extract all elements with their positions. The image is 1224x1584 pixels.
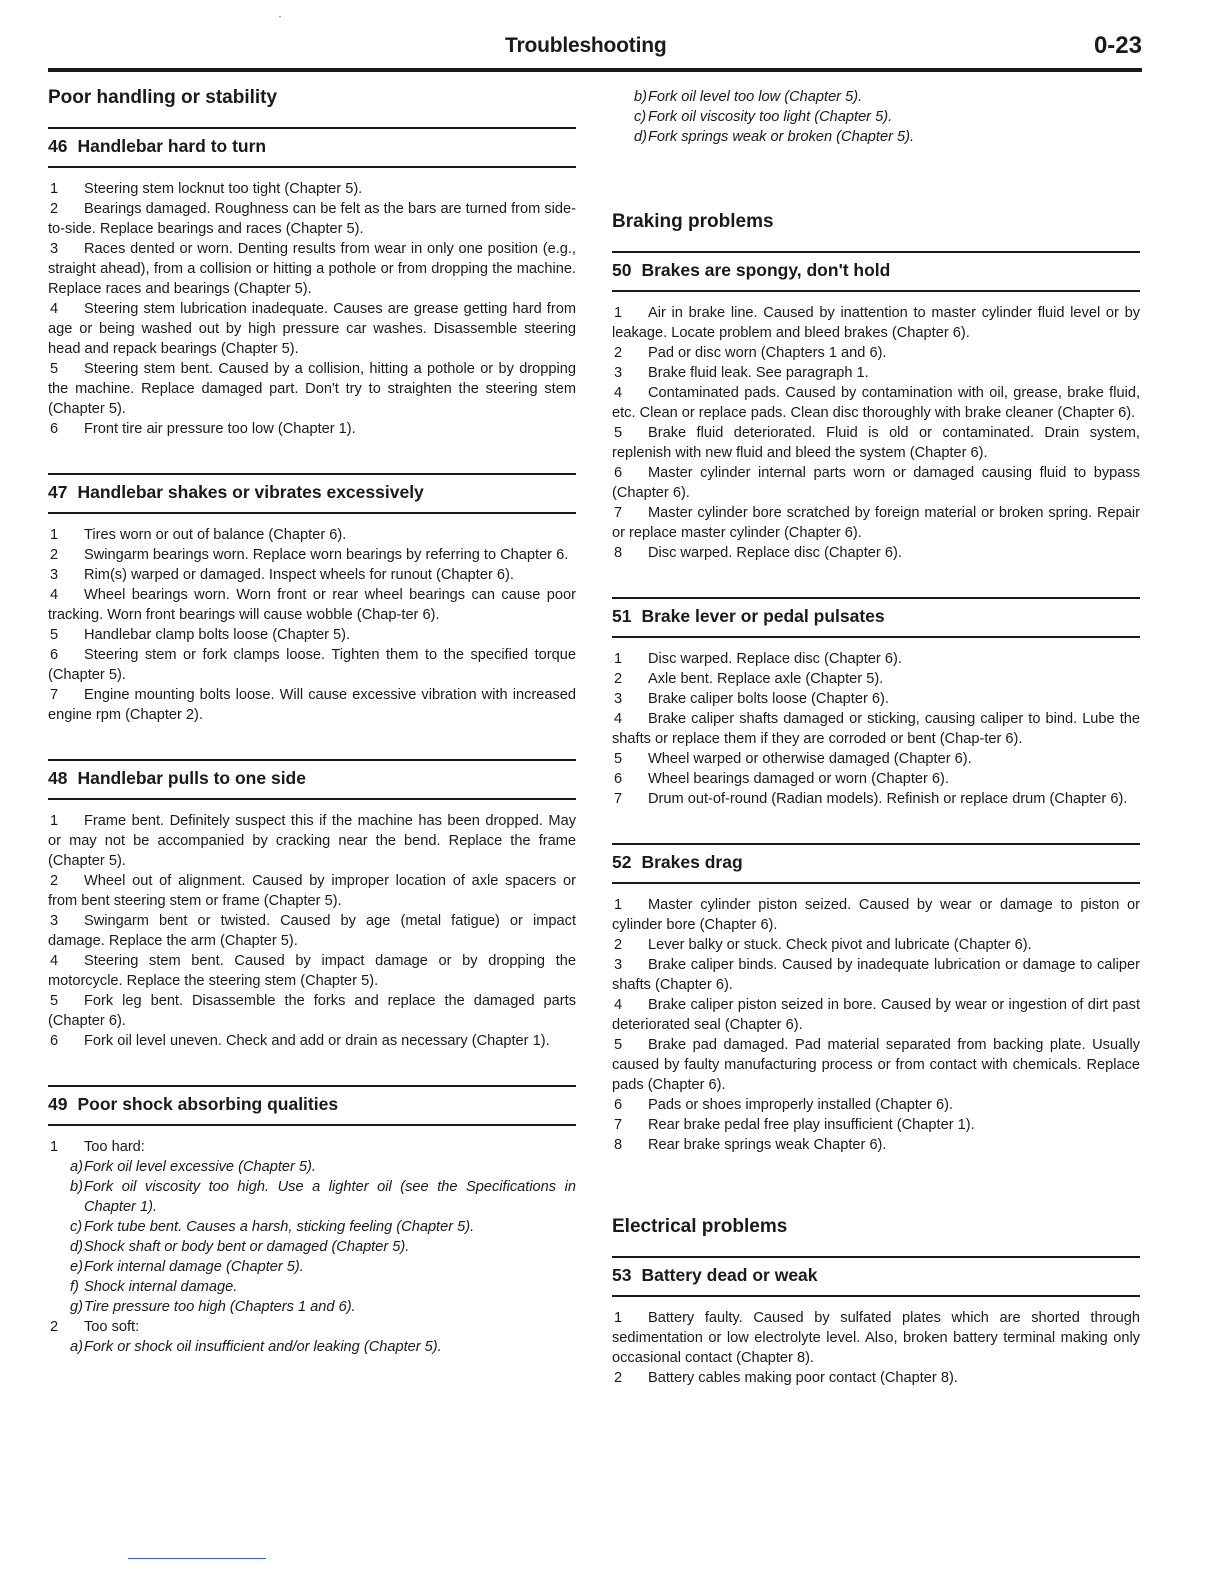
topic-number: 53 [612,1265,632,1285]
item-number: 3 [614,691,623,707]
list-item [48,239,576,299]
sub-item-letter: b) [70,1179,83,1195]
sub-item-text: Fork oil level too low (Chapter 5). [648,89,863,105]
list-item [48,625,576,645]
scan-link-underline [128,1558,266,1559]
item-number: 6 [614,465,623,481]
sub-item-text: Fork oil viscosity too light (Chapter 5). [648,109,893,125]
item-text: Brake caliper shafts damaged or sticking, causing caliper to bind. Lube the shafts or replace them if they are corroded or bent (Chap-ter 6). [612,711,1140,747]
list-item [48,419,576,439]
list-item [48,545,576,565]
item-text: Steering stem lubrication inadequate. Causes are grease getting hard from age or being washed out by high pressure car washes. Disassemble steering head and repack bearings (Chapter 5). [48,301,576,357]
list-item [612,303,1140,343]
topic-number: 46 [48,136,68,156]
item-number: 2 [614,345,623,361]
list-item [48,299,576,359]
item-text: Battery cables making poor contact (Chapter 8). [648,1370,958,1386]
list-item [48,585,576,625]
section-title-braking: Braking problems [612,211,774,232]
topic-51-heading [612,597,1140,638]
item-text: Battery faulty. Caused by sulfated plates which are shorted through sedimentation or low electrolyte level. Also, broken battery terminal making only occasional contact (Chapter 8). [612,1310,1140,1366]
item-number: 3 [614,957,623,973]
topic-title: Battery dead or weak [641,1265,818,1285]
item-text: Races dented or worn. Denting results from wear in only one position (e.g., straight ahead), from a collision or hitting a pothole or from dropping the machine. Replace races and bearings (Chapter 5). [48,241,576,297]
item-text: Disc warped. Replace disc (Chapter 6). [648,545,902,561]
list-item [612,1095,1140,1115]
item-number: 6 [50,421,59,437]
list-item [612,955,1140,995]
item-text: Fork oil level uneven. Check and add or drain as necessary (Chapter 1). [84,1033,550,1049]
item-text: Swingarm bearings worn. Replace worn bearings by referring to Chapter 6. [84,547,569,563]
item-number: 4 [614,711,623,727]
sub-item [48,1257,576,1277]
topic-47-list [48,525,576,725]
item-text: Air in brake line. Caused by inattention to master cylinder fluid level or by leakage. Locate problem and bleed brakes (Chapter 6). [612,305,1140,341]
left-column [48,86,576,1357]
item-text: Brake caliper piston seized in bore. Caused by wear or ingestion of dirt past deteriorated seal (Chapter 6). [612,997,1140,1033]
item-text: Brake caliper binds. Caused by inadequate lubrication or damage to caliper shafts (Chapter 6). [612,957,1140,993]
topic-number: 48 [48,768,68,788]
list-item [48,811,576,871]
list-item [48,1137,576,1157]
item-number: 1 [614,651,623,667]
item-text: Too hard: [84,1139,145,1155]
list-item [612,543,1140,563]
sub-item-text: Fork springs weak or broken (Chapter 5). [648,129,915,145]
topic-title: Handlebar pulls to one side [77,768,306,788]
list-item [48,1031,576,1051]
sub-item [612,87,1140,107]
topic-number: 51 [612,606,632,626]
sub-item-letter: d) [634,129,647,145]
sub-item [48,1337,576,1357]
list-item [612,689,1140,709]
item-number: 2 [50,547,59,563]
header-rule [48,68,1142,72]
item-number: 8 [614,1137,623,1153]
item-text: Axle bent. Replace axle (Chapter 5). [648,671,884,687]
topic-48-heading [48,759,576,800]
item-number: 6 [614,1097,623,1113]
sub-item [612,107,1140,127]
topic-53-heading [612,1256,1140,1297]
sub-item-letter: c) [70,1219,83,1235]
item-number: 3 [50,913,59,929]
item-text: Master cylinder internal parts worn or damaged causing fluid to bypass (Chapter 6). [612,465,1140,501]
item-text: Rim(s) warped or damaged. Inspect wheels for runout (Chapter 6). [84,567,514,583]
list-item [48,359,576,419]
topic-title: Handlebar hard to turn [77,136,267,156]
item-text: Bearings damaged. Roughness can be felt as the bars are turned from side-to-side. Replace bearings and races (Chapter 5). [48,201,576,237]
item-number: 3 [50,241,59,257]
item-number: 1 [614,897,623,913]
sub-item-text: Tire pressure too high (Chapters 1 and 6). [84,1299,356,1315]
sub-item [48,1177,576,1217]
topic-title: Handlebar shakes or vibrates excessively [77,482,424,502]
topic-49-list [48,1137,576,1357]
list-item [48,565,576,585]
item-number: 6 [50,647,59,663]
list-item [612,649,1140,669]
item-number: 4 [614,385,623,401]
list-item [48,525,576,545]
item-number: 5 [50,627,59,643]
topic-46-heading [48,127,576,168]
topic-48-list [48,811,576,1051]
list-item [612,669,1140,689]
item-number: 1 [614,305,623,321]
sub-item [48,1157,576,1177]
list-item [612,709,1140,749]
list-item [612,343,1140,363]
list-item [612,1368,1140,1388]
list-item [612,749,1140,769]
list-item [48,1317,576,1337]
item-text: Contaminated pads. Caused by contamination with oil, grease, brake fluid, etc. Clean or replace pads. Clean disc thoroughly with brake cleaner (Chapter 6). [612,385,1140,421]
list-item [612,1035,1140,1095]
sub-item-letter: c) [634,109,647,125]
list-item [612,363,1140,383]
list-item [48,199,576,239]
topic-50-heading [612,251,1140,292]
item-number: 4 [50,587,59,603]
item-number: 7 [50,687,59,703]
item-text: Wheel out of alignment. Caused by improper location of axle spacers or from bent steering stem or frame (Chapter 5). [48,873,576,909]
sub-item-text: Fork or shock oil insufficient and/or leaking (Chapter 5). [84,1339,442,1355]
item-number: 4 [50,301,59,317]
section-title-electrical: Electrical problems [612,1216,788,1237]
topic-50-list [612,303,1140,563]
sub-item-letter: e) [70,1259,83,1275]
sub-item-text: Fork internal damage (Chapter 5). [84,1259,304,1275]
item-number: 6 [614,771,623,787]
item-number: 1 [50,181,59,197]
item-text: Master cylinder piston seized. Caused by wear or damage to piston or cylinder bore (Chapter 6). [612,897,1140,933]
item-number: 7 [614,791,623,807]
sub-item-text: Fork oil viscosity too high. Use a lighter oil (see the Specifications in Chapter 1). [84,1179,576,1215]
item-number: 2 [614,1370,623,1386]
sub-item [48,1277,576,1297]
item-text: Steering stem or fork clamps loose. Tighten them to the specified torque (Chapter 5). [48,647,576,683]
item-text: Engine mounting bolts loose. Will cause excessive vibration with increased engine rpm (Chapter 2). [48,687,576,723]
list-item [612,463,1140,503]
topic-number: 49 [48,1094,68,1114]
topic-title: Brake lever or pedal pulsates [641,606,885,626]
item-text: Brake caliper bolts loose (Chapter 6). [648,691,889,707]
list-item [612,935,1140,955]
topic-47-heading [48,473,576,514]
item-text: Disc warped. Replace disc (Chapter 6). [648,651,902,667]
item-number: 5 [50,361,59,377]
list-item [48,179,576,199]
page-number: 0-23 [1093,32,1142,59]
list-item [612,769,1140,789]
item-text: Too soft: [84,1319,140,1335]
topic-number: 50 [612,260,632,280]
item-number: 5 [614,425,623,441]
sub-item-text: Fork oil level excessive (Chapter 5). [84,1159,316,1175]
item-number: 5 [614,751,623,767]
sub-item-letter: a) [70,1339,83,1355]
sub-item [48,1297,576,1317]
item-text: Fork leg bent. Disassemble the forks and replace the damaged parts (Chapter 6). [48,993,576,1029]
list-item [612,1135,1140,1155]
item-text: Steering stem locknut too tight (Chapter 5). [84,181,363,197]
sub-item-letter: a) [70,1159,83,1175]
topic-49-continued-list [612,87,1140,147]
item-number: 4 [614,997,623,1013]
item-number: 2 [50,873,59,889]
item-number: 1 [50,527,59,543]
list-item [48,951,576,991]
sub-item [48,1217,576,1237]
list-item [48,871,576,911]
sub-item-text: Shock internal damage. [84,1279,238,1295]
item-text: Steering stem bent. Caused by impact damage or by dropping the motorcycle. Replace the steering stem (Chapter 5). [48,953,576,989]
item-number: 1 [50,813,59,829]
item-number: 7 [614,505,623,521]
list-item [48,685,576,725]
item-text: Master cylinder bore scratched by foreign material or broken spring. Repair or replace master cylinder (Chapter 6). [612,505,1140,541]
sub-item-text: Fork tube bent. Causes a harsh, sticking feeling (Chapter 5). [84,1219,475,1235]
item-text: Frame bent. Definitely suspect this if the machine has been dropped. May or may not be accompanied by cracking near the bend. Replace the frame (Chapter 5). [48,813,576,869]
item-number: 3 [50,567,59,583]
topic-53-list [612,1308,1140,1388]
item-number: 2 [50,1319,59,1335]
sub-item-letter: b) [634,89,647,105]
item-text: Brake fluid deteriorated. Fluid is old or contaminated. Drain system, replenish with new fluid and bleed the system (Chapter 6). [612,425,1140,461]
item-number: 6 [50,1033,59,1049]
list-item [612,423,1140,463]
item-text: Steering stem bent. Caused by a collision, hitting a pothole or by dropping the machine. Replace damaged part. Don't try to straighten the steering stem (Chapter 5). [48,361,576,417]
sub-item [612,127,1140,147]
topic-number: 52 [612,852,632,872]
item-number: 8 [614,545,623,561]
list-item [612,789,1140,809]
sub-item-letter: f) [70,1279,79,1295]
topic-51-list [612,649,1140,809]
topic-title: Poor shock absorbing qualities [77,1094,339,1114]
item-text: Brake pad damaged. Pad material separated from backing plate. Usually caused by faulty manufacturing process or from contact with chemicals. Replace pads (Chapter 6). [612,1037,1140,1093]
item-number: 2 [614,937,623,953]
scan-speck [279,16,281,17]
list-item [612,895,1140,935]
item-text: Swingarm bent or twisted. Caused by age (metal fatigue) or impact damage. Replace the arm (Chapter 5). [48,913,576,949]
list-item [612,503,1140,543]
topic-49-heading [48,1085,576,1126]
list-item [48,645,576,685]
item-text: Drum out-of-round (Radian models). Refinish or replace drum (Chapter 6). [648,791,1128,807]
item-text: Wheel bearings damaged or worn (Chapter 6). [648,771,949,787]
item-number: 1 [50,1139,59,1155]
item-number: 1 [614,1310,623,1326]
item-text: Pad or disc worn (Chapters 1 and 6). [648,345,887,361]
list-item [48,911,576,951]
item-text: Rear brake springs weak Chapter 6). [648,1137,887,1153]
item-text: Wheel warped or otherwise damaged (Chapter 6). [648,751,972,767]
item-text: Front tire air pressure too low (Chapter 1). [84,421,356,437]
item-text: Lever balky or stuck. Check pivot and lubricate (Chapter 6). [648,937,1032,953]
right-column [612,86,1140,1388]
topic-title: Brakes drag [641,852,743,872]
item-text: Tires worn or out of balance (Chapter 6). [84,527,347,543]
sub-item [48,1237,576,1257]
item-text: Brake fluid leak. See paragraph 1. [648,365,869,381]
item-text: Handlebar clamp bolts loose (Chapter 5). [84,627,351,643]
item-number: 2 [50,201,59,217]
item-number: 5 [614,1037,623,1053]
section-title-handling: Poor handling or stability [48,87,278,108]
topic-number: 47 [48,482,68,502]
sub-item-letter: d) [70,1239,83,1255]
topic-title: Brakes are spongy, don't hold [641,260,891,280]
sub-item-text: Shock shaft or body bent or damaged (Chapter 5). [84,1239,410,1255]
topic-52-list [612,895,1140,1155]
item-number: 4 [50,953,59,969]
list-item [612,1115,1140,1135]
item-number: 7 [614,1117,623,1133]
item-number: 2 [614,671,623,687]
topic-46-list [48,179,576,439]
topic-52-heading [612,843,1140,884]
sub-item-letter: g) [70,1299,83,1315]
list-item [612,1308,1140,1368]
item-text: Rear brake pedal free play insufficient (Chapter 1). [648,1117,975,1133]
item-number: 3 [614,365,623,381]
list-item [612,383,1140,423]
item-text: Wheel bearings worn. Worn front or rear wheel bearings can cause poor tracking. Worn front bearings will cause wobble (Chap-ter 6). [48,587,576,623]
running-title: Troubleshooting [505,34,667,57]
item-number: 5 [50,993,59,1009]
item-text: Pads or shoes improperly installed (Chapter 6). [648,1097,953,1113]
list-item [48,991,576,1031]
list-item [612,995,1140,1035]
